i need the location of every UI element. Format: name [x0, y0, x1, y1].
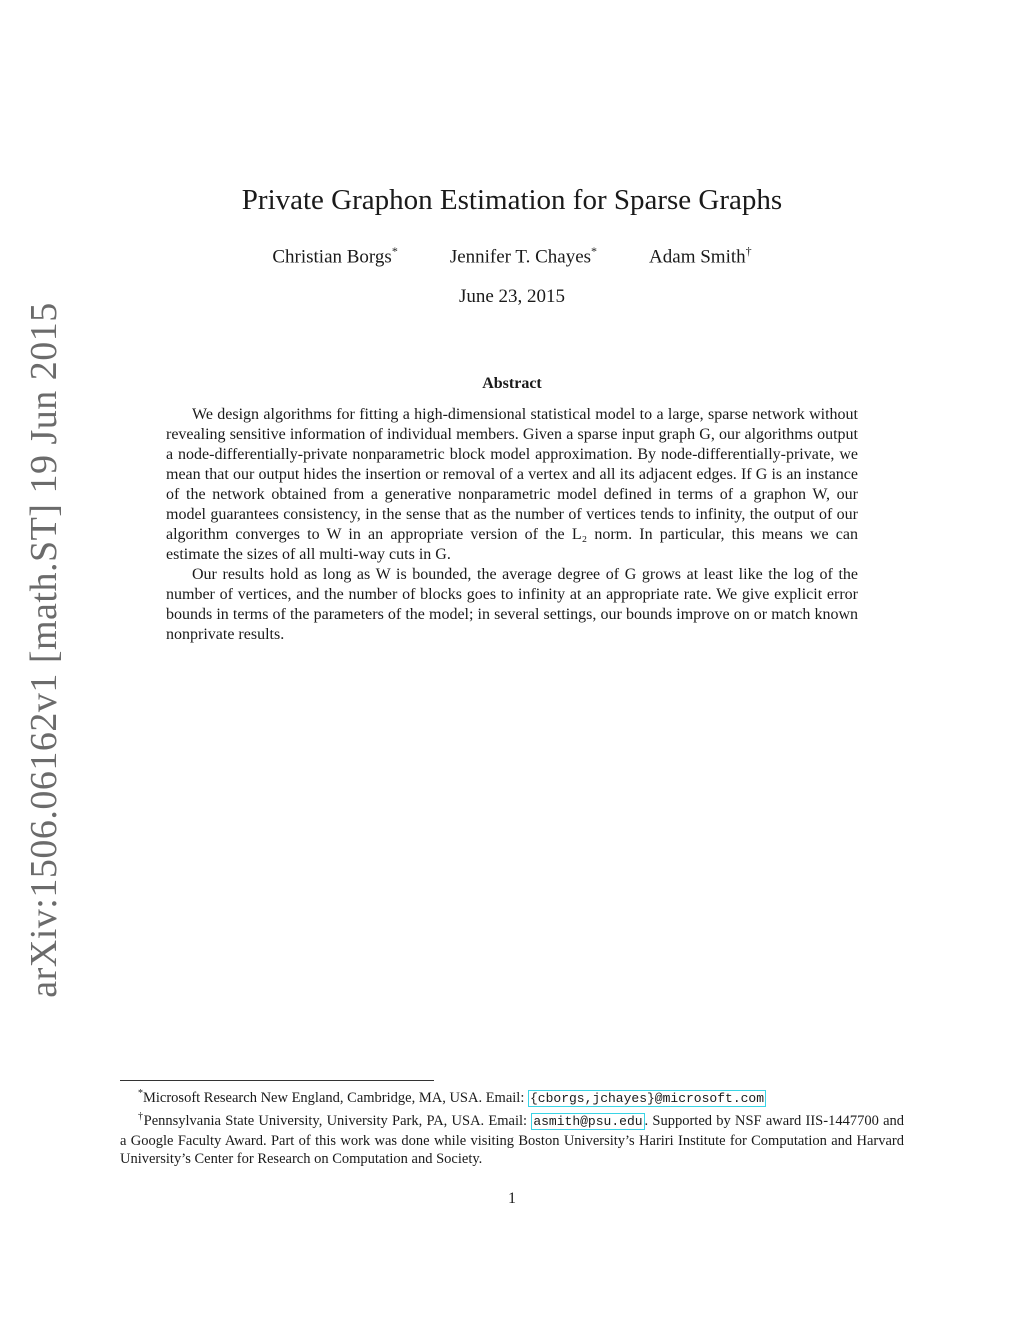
- abstract-body: [166, 405, 858, 645]
- publication-date: June 23, 2015: [458, 286, 566, 307]
- footnote: [120, 1108, 904, 1168]
- email-link[interactable]: asmith@psu.edu: [533, 1114, 643, 1130]
- author: [649, 244, 752, 268]
- abstract-heading: Abstract: [482, 375, 542, 392]
- page-number: 1: [508, 1190, 516, 1207]
- footnote-divider: [120, 1080, 434, 1081]
- email-link[interactable]: {cborgs,jchayes}@microsoft.com: [529, 1090, 765, 1106]
- footnote-mark: †: [138, 1111, 144, 1123]
- footnote-text: . Supported by NSF award IIS-1447700 and a Google Faculty Award. Part of this work was done while visiting Boston University’s Hariri Institute for Computation and Harvard University’s Center for Research on Computation and Society.: [120, 1113, 904, 1168]
- author-footnote-mark: *: [591, 244, 598, 258]
- footnotes: [120, 1085, 904, 1169]
- footnote: [120, 1085, 904, 1108]
- author-footnote-mark: †: [745, 244, 752, 258]
- abstract-paragraph: We design algorithms for fitting a high-dimensional statistical model to a large, sparse network without revealing sensitive information of individual members. Given a sparse input graph G, our algorithms output a node-differentially-private nonparametric block model approximation. By node-differentially-private, we mean that our output hides the insertion or removal of a vertex and all its adjacent edges. If G is an instance of the network obtained from a generative nonparametric model defined in terms of a graphon W, our model guarantees consistency, in the sense that as the number of vertices tends to infinity, the output of our algorithm converges to W in an appropriate version of the L₂ norm. In particular, this means we can estimate the sizes of all multi-way cuts in G.: [166, 406, 858, 563]
- footnote-mark: *: [138, 1088, 143, 1099]
- paper-title: Private Graphon Estimation for Sparse Graphs: [241, 184, 783, 216]
- author-footnote-mark: *: [391, 244, 398, 258]
- author: [272, 244, 397, 268]
- author-name: Adam Smith: [649, 246, 746, 268]
- arxiv-identifier: arXiv:1506.06162v1 [math.ST] 19 Jun 2015: [23, 302, 65, 998]
- author: [450, 244, 597, 268]
- footnote-text: Pennsylvania State University, University Park, PA, USA. Email:: [143, 1113, 532, 1130]
- abstract-paragraph: Our results hold as long as W is bounded, the average degree of G grows at least like the log of the number of vertices, and the number of blocks goes to infinity at an appropriate rate. We give explicit error bounds in terms of the parameters of the model; in several settings, our bounds improve on or match known nonprivate results.: [166, 566, 858, 643]
- footnote-text: Microsoft Research New England, Cambridge, MA, USA. Email:: [143, 1089, 528, 1106]
- author-name: Christian Borgs: [272, 246, 392, 268]
- author-name: Jennifer T. Chayes: [449, 246, 592, 268]
- author-list: [0, 244, 1024, 268]
